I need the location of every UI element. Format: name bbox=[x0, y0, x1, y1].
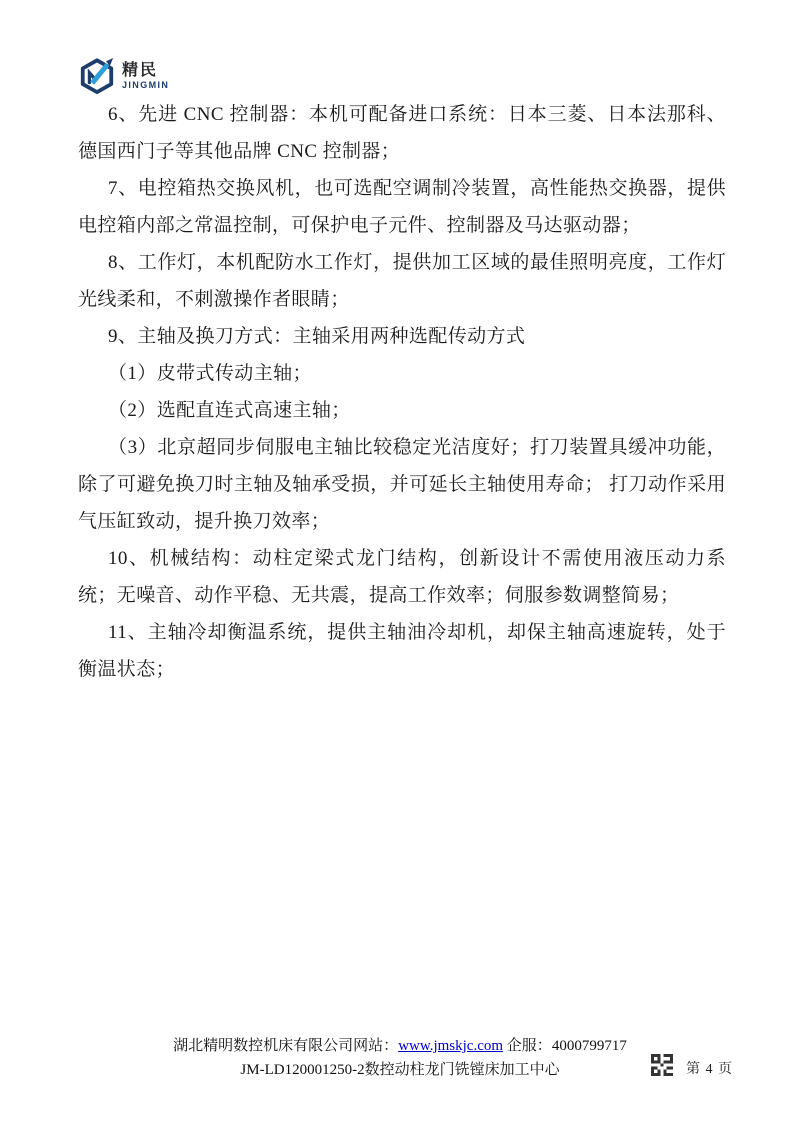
body-subitem-3: （3）北京超同步伺服电主轴比较稳定光洁度好；打刀装置具缓冲功能，除了可避免换刀时主轴及轴承受损，并可延长主轴使用寿命； 打刀动作采用气压缸致动，提升换刀效率； bbox=[78, 437, 726, 532]
body-paragraph-9: 9、主轴及换刀方式：主轴采用两种选配传动方式 bbox=[108, 326, 526, 347]
body-paragraph-8: 8、工作灯，本机配防水工作灯，提供加工区域的最佳照明亮度，工作灯光线柔和，不刺激操作者眼睛； bbox=[78, 252, 726, 310]
body-paragraph-7: 7、电控箱热交换风机，也可选配空调制冷装置，高性能热交换器，提供电控箱内部之常温控制，可保护电子元件、控制器及马达驱动器； bbox=[78, 178, 726, 236]
page-number-block bbox=[651, 1054, 733, 1081]
jingmin-hexagon-icon bbox=[78, 57, 116, 95]
logo-brand-cn: 精民 bbox=[122, 61, 159, 79]
document-body bbox=[78, 96, 726, 688]
footer-service-phone: 4000799717 bbox=[551, 1038, 627, 1054]
body-subitem-2: （2）选配直连式高速主轴； bbox=[108, 400, 351, 421]
footer-service-label: 企服： bbox=[503, 1038, 552, 1054]
footer-company-text: 湖北精明数控机床有限公司网站： bbox=[173, 1038, 399, 1054]
body-paragraph-6: 6、先进 CNC 控制器：本机可配备进口系统：日本三菱、日本法那科、德国西门子等其他品牌 CNC 控制器； bbox=[78, 104, 726, 162]
body-paragraph-10: 10、机械结构：动柱定梁式龙门结构，创新设计不需使用液压动力系统；无噪音、动作平稳、无共震，提高工作效率；伺服参数调整简易； bbox=[78, 548, 726, 606]
body-subitem-1: （1）皮带式传动主轴； bbox=[108, 363, 312, 384]
qr-code-icon bbox=[651, 1054, 673, 1081]
website-link[interactable]: www.jmskjc.com bbox=[398, 1038, 504, 1054]
footer-model-line: JM-LD120001250-2数控动柱龙门铣镗床加工中心 bbox=[240, 1061, 560, 1078]
logo-wordmark bbox=[122, 63, 169, 90]
logo-brand-en: JINGMIN bbox=[122, 79, 170, 90]
body-paragraph-11: 11、主轴冷却衡温系统，提供主轴油冷却机，却保主轴高速旋转，处于衡温状态； bbox=[78, 622, 726, 680]
jingmin-logo bbox=[78, 57, 169, 95]
page-number-label: 第 4 页 bbox=[686, 1061, 733, 1077]
